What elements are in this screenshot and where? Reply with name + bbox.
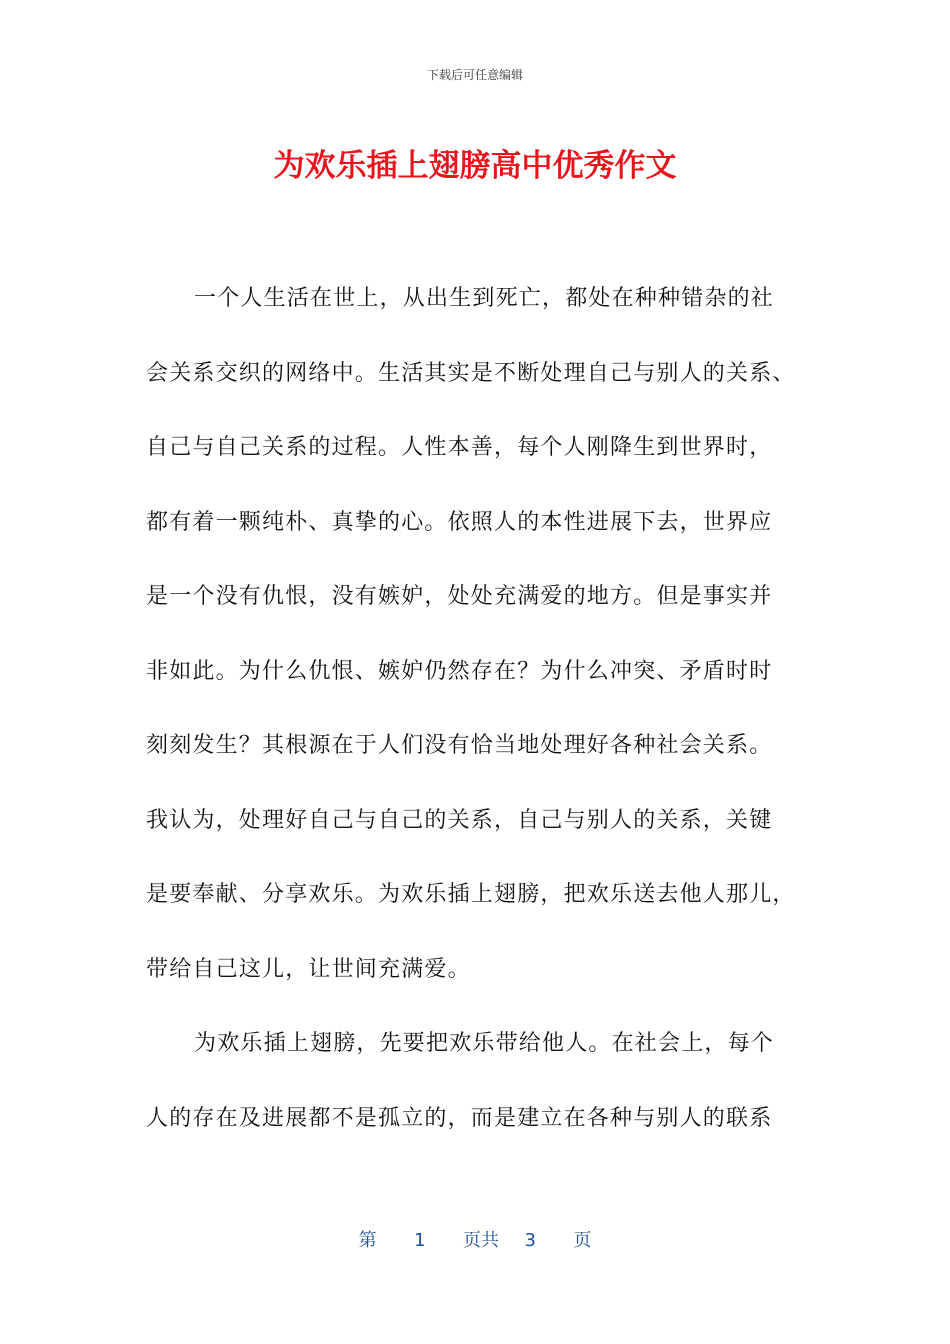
total-pages-number: 3 [524,1230,536,1251]
paragraph-line: 为欢乐插上翅膀，先要把欢乐带给他人。在社会上，每个 [194,1031,775,1056]
paragraph-line: 会关系交织的网络中。生活其实是不断处理自己与别人的关系、 [146,360,796,386]
document-title: 为欢乐插上翅膀高中优秀作文 [273,148,677,184]
paragraph-line: 自己与自己关系的过程。人性本善，每个人刚降生到世界时， [146,435,773,460]
paragraph-line: 人的存在及进展都不是孤立的，而是建立在各种与别人的联系 [146,1105,773,1131]
paragraph-line: 非如此。为什么仇恨、嫉妒仍然存在？为什么冲突、矛盾时时 [146,658,773,684]
paragraph-line: 都有着一颗纯朴、真挚的心。依照人的本性进展下去，世界应 [146,509,773,535]
document-body [146,262,810,1156]
paragraph-line: 带给自己这儿，让世间充满爱。 [146,956,471,982]
footer-prefix: 第 [358,1230,377,1251]
paragraph-line: 是一个没有仇恨，没有嫉妒，处处充满爱的地方。但是事实并 [146,584,773,609]
footer-suffix: 页 [573,1230,592,1251]
paragraph-line: 是要奉献、分享欢乐。为欢乐插上翅膀，把欢乐送去他人那儿， [146,882,796,907]
paragraph-line: 刻刻发生？其根源在于人们没有恰当地处理好各种社会关系。 [146,733,773,758]
current-page-number: 1 [414,1230,426,1251]
page-footer [0,1226,950,1252]
paragraph-line: 我认为，处理好自己与自己的关系，自己与别人的关系，关键 [146,807,773,833]
footer-mid: 页共 [463,1230,499,1251]
header-note: 下载后可任意编辑 [426,68,523,82]
paragraph-line: 一个人生活在世上，从出生到死亡，都处在种种错杂的社 [194,286,775,311]
